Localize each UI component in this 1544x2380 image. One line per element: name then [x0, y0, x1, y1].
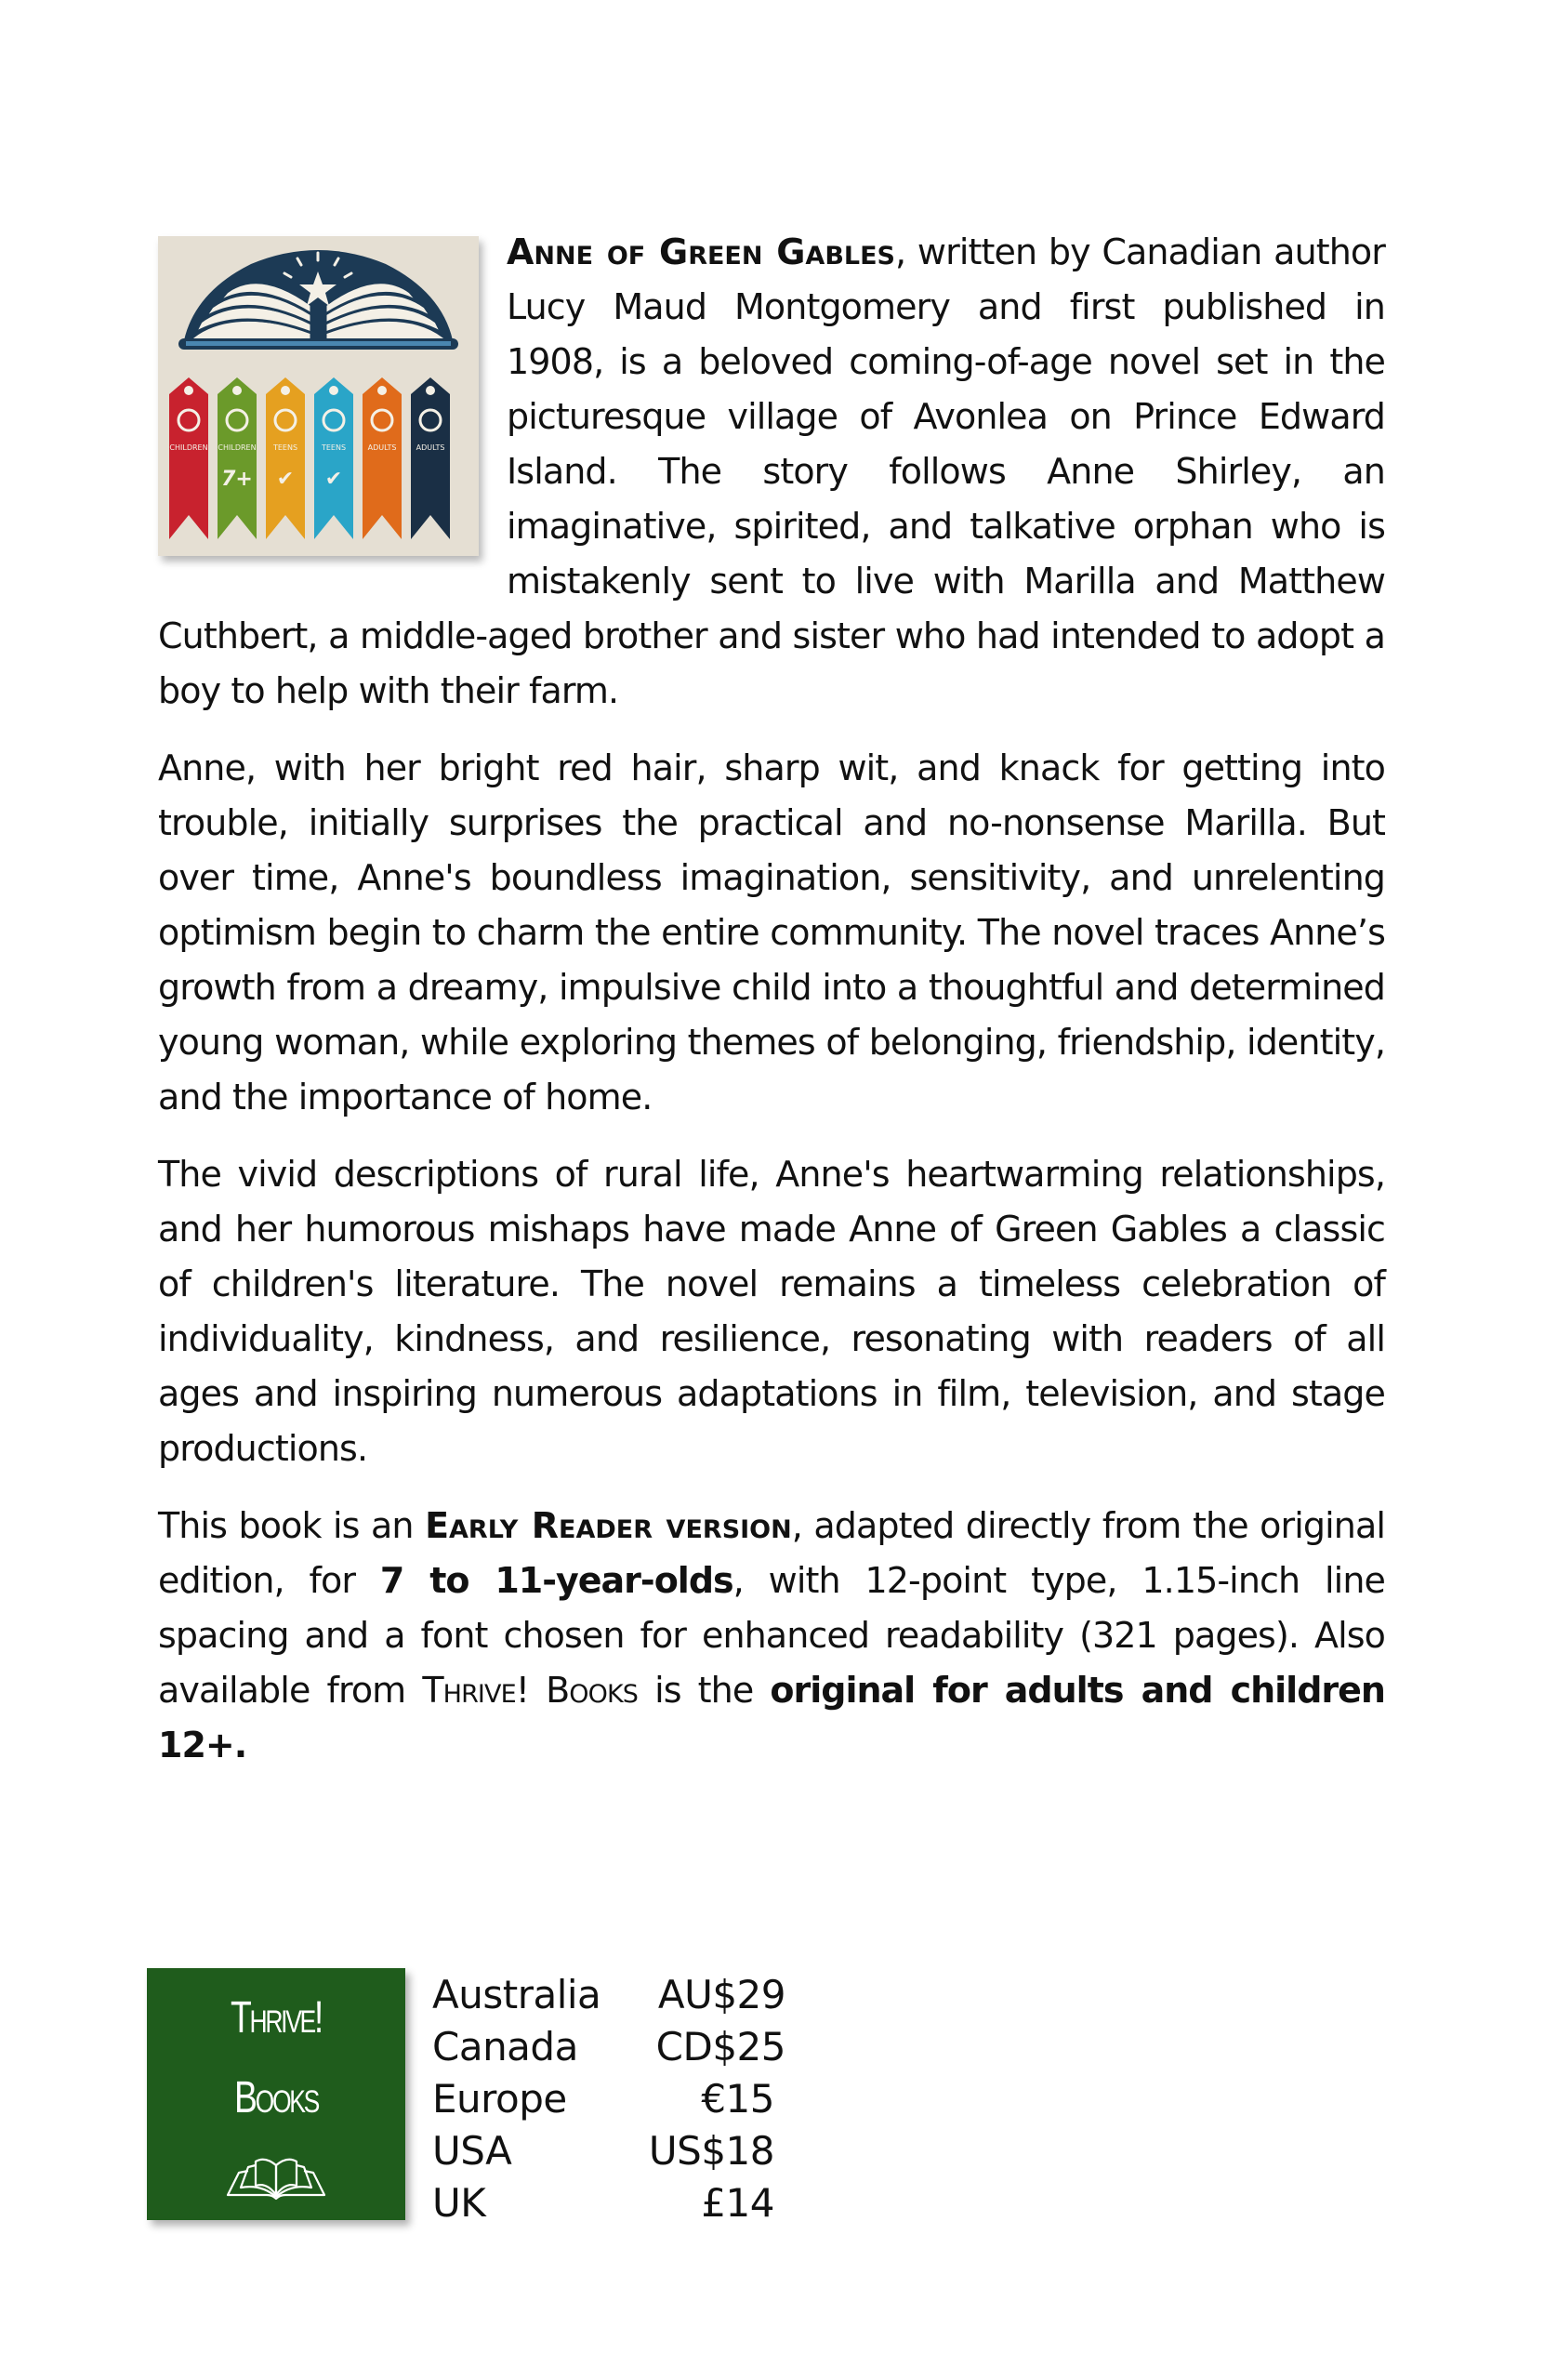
price-row: [432, 2125, 785, 2177]
price-amount: €15: [701, 2076, 774, 2122]
publisher-logo-line1: Thrive!: [231, 1993, 322, 2043]
price-row: [432, 1969, 785, 2021]
ribbon-hole: [377, 386, 387, 395]
original-edition-note: original for adults and children 12+.: [158, 1670, 1385, 1765]
ribbon-hole: [184, 386, 193, 395]
ribbon-shape: [314, 377, 353, 539]
price-country: USA: [432, 2128, 512, 2174]
ribbon-mark: ✔: [324, 468, 343, 491]
ribbon-label: ADULTS: [367, 443, 397, 452]
open-book-icon: [224, 2154, 328, 2201]
age-range-logo: [158, 236, 479, 556]
ribbon-label: TEENS: [321, 443, 347, 452]
price-amount: US$18: [648, 2128, 774, 2174]
ribbon-label: CHILDREN: [169, 443, 208, 452]
paragraph-text: , written by Canadian author Lucy Maud Montgomery and first published in 1908, is a beloved coming-of-age novel set in the picturesque village of Avonlea on Prince Edward Island. The story follows Anne Shirley, an imaginative, spirited, and talkative orphan who is mistakenly sent to live with Marilla and Matthew Cuthbert, a middle-aged brother and sister who had intended to adopt a boy to help with their farm.: [158, 231, 1386, 711]
age-ribbon: [314, 377, 353, 539]
price-row: [432, 2021, 785, 2073]
price-amount: CD$25: [655, 2024, 785, 2069]
age-ribbon: [218, 377, 257, 539]
price-country: Australia: [432, 1972, 601, 2017]
ribbon-hole: [329, 386, 338, 395]
ribbon-shape: [411, 377, 450, 539]
age-ribbon: [363, 377, 402, 539]
publisher-name: Thrive! Books: [422, 1670, 639, 1711]
edition-paragraph: [158, 1499, 1385, 1773]
age-ribbon: [266, 377, 305, 539]
ribbon-hole: [281, 386, 290, 395]
ribbon-label: TEENS: [272, 443, 298, 452]
price-country: Europe: [432, 2076, 567, 2122]
ribbon-hole: [232, 386, 242, 395]
age-ribbon: [169, 377, 208, 539]
ribbon-label: ADULTS: [416, 443, 445, 452]
price-row: [432, 2073, 785, 2125]
ribbon-shape: [363, 377, 402, 539]
ribbon-label: CHILDREN: [218, 443, 257, 452]
price-amount: AU$29: [657, 1972, 785, 2017]
paragraph-text: is the: [638, 1670, 771, 1711]
open-book-star-icon: [158, 236, 479, 556]
price-country: UK: [432, 2180, 486, 2226]
description-paragraph-2: Anne, with her bright red hair, sharp wit, and knack for getting into trouble, initially surprises the practical and no-nonsense Marilla. But over time, Anne's boundless imagination, sensitivity, and unrelenting optimism begin to charm the entire community. The novel traces Anne’s growth from a dreamy, impulsive child into a thoughtful and determined young woman, while exploring themes of belonging, friendship, identity, and the importance of home.: [158, 747, 1385, 1117]
age-ribbon: [411, 377, 450, 539]
ribbon-mark: 7+: [221, 468, 253, 491]
ribbon-hole: [426, 386, 435, 395]
ribbon-shape: [218, 377, 257, 539]
age-range: 7 to 11-year-olds: [379, 1560, 733, 1601]
publisher-logo: [147, 1968, 405, 2220]
back-cover-blurb: [158, 225, 1385, 1795]
ribbon-shape: [169, 377, 208, 539]
book-title: Anne of Green Gables: [507, 231, 896, 272]
description-paragraph-3: The vivid descriptions of rural life, Anne's heartwarming relationships, and her humorous mishaps have made Anne of Green Gables a classic of children's literature. The novel remains a timeless celebration of individuality, kindness, and resilience, resonating with readers of all ages and inspiring numerous adaptations in film, television, and stage productions.: [158, 1154, 1385, 1469]
ribbon-mark: ✔: [276, 468, 295, 491]
price-row: [432, 2177, 785, 2229]
publisher-logo-line2: Books: [234, 2073, 318, 2122]
paragraph-text: , adapted directly from the original edition, for: [158, 1505, 1385, 1601]
price-amount: £14: [701, 2180, 774, 2226]
paragraph-text: This book is an: [158, 1505, 426, 1546]
price-country: Canada: [432, 2024, 578, 2069]
paragraph-text: , with 12-point type, 1.15-inch line spacing and a font chosen for enhanced readability (321 pages). Also available from: [158, 1560, 1385, 1711]
price-list: [432, 1969, 785, 2229]
ribbon-shape: [266, 377, 305, 539]
edition-name: Early Reader version: [425, 1505, 792, 1546]
